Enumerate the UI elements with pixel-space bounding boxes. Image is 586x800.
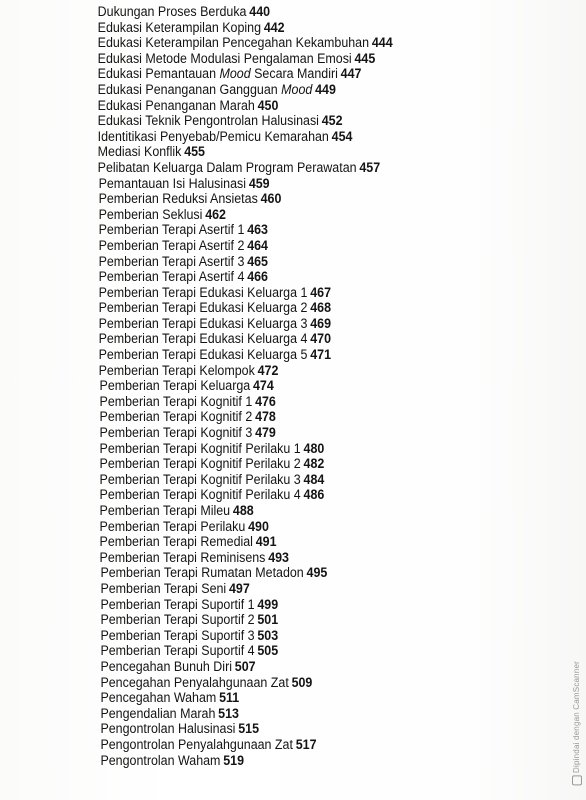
entry-title: Pemberian Terapi Kognitif 1 <box>99 393 253 409</box>
index-entry <box>0 487 521 503</box>
entry-page-number: 455 <box>184 144 205 160</box>
entry-title: Mediasi Konflik <box>97 144 182 160</box>
entry-title: Pemberian Terapi Asertif 4 <box>98 269 245 285</box>
entry-page-number: 464 <box>247 237 268 253</box>
entry-title: Edukasi Pemantauan <box>97 66 220 82</box>
entry-title: Pemberian Terapi Perilaku <box>99 518 246 534</box>
index-entry <box>0 113 521 129</box>
index-entry <box>0 721 521 737</box>
index-list <box>0 4 560 768</box>
index-entry <box>0 331 521 347</box>
entry-title: Pencegahan Bunuh Diri <box>100 658 232 674</box>
entry-title: Edukasi Keterampilan Pencegahan Kekambuhan <box>97 35 370 51</box>
entry-title: Edukasi Metode Modulasi Pengalaman Emosi <box>97 50 352 66</box>
entry-page-number: 467 <box>310 284 331 300</box>
index-entry <box>0 737 521 753</box>
entry-title: Edukasi Penanganan Gangguan <box>97 81 282 97</box>
entry-title: Pemberian Terapi Edukasi Keluarga 2 <box>98 300 308 316</box>
entry-title: Pemberian Terapi Suportif 2 <box>100 612 255 628</box>
entry-page-number: 463 <box>247 222 268 238</box>
entry-page-number: 499 <box>257 596 279 612</box>
index-entry <box>0 659 521 675</box>
index-entry <box>0 316 521 332</box>
entry-title: Pengontrolan Penyalahgunaan Zat <box>100 736 293 752</box>
entry-page-number: 509 <box>291 674 313 690</box>
entry-title: Pemberian Terapi Seni <box>100 580 227 596</box>
entry-page-number: 471 <box>310 347 331 363</box>
entry-page-number: 440 <box>249 4 271 19</box>
entry-title: Pemberian Terapi Edukasi Keluarga 3 <box>98 315 308 331</box>
index-entry <box>0 706 521 722</box>
index-entry <box>0 363 521 379</box>
entry-page-number: 462 <box>205 206 226 222</box>
index-entry <box>0 519 521 535</box>
entry-page-number: 515 <box>238 721 260 737</box>
entry-title: Pemberian Terapi Asertif 2 <box>98 237 245 253</box>
index-entry <box>0 441 521 457</box>
entry-title-italic: Mood <box>219 66 251 82</box>
index-entry <box>0 394 521 410</box>
entry-page-number: 457 <box>359 159 381 175</box>
entry-title: Edukasi Penanganan Marah <box>97 97 255 113</box>
entry-page-number: 470 <box>310 331 331 347</box>
index-entry <box>0 597 521 613</box>
index-entry <box>0 456 521 472</box>
index-entry <box>0 300 521 316</box>
entry-page-number: 513 <box>218 705 239 721</box>
entry-title: Pemberian Terapi Reminisens <box>99 549 266 565</box>
entry-page-number: 466 <box>247 269 268 285</box>
entry-title: Pemberian Terapi Kognitif Perilaku 2 <box>99 456 301 472</box>
index-entry <box>0 191 521 207</box>
entry-title: Pemberian Terapi Edukasi Keluarga 5 <box>98 347 308 363</box>
index-entry <box>0 753 521 769</box>
entry-title: Pemberian Reduksi Ansietas <box>98 191 258 207</box>
index-entry <box>0 160 521 176</box>
index-entry <box>0 20 521 36</box>
entry-title: Pengontrolan Halusinasi <box>100 721 236 737</box>
index-entry <box>0 550 521 566</box>
entry-page-number: 482 <box>303 456 325 472</box>
entry-page-number: 465 <box>247 253 268 269</box>
entry-page-number: 511 <box>219 690 240 706</box>
entry-title: Pemberian Terapi Kognitif Perilaku 1 <box>99 440 301 456</box>
entry-page-number: 484 <box>303 471 325 487</box>
entry-title: Pemberian Terapi Rumatan Metadon <box>100 565 304 581</box>
index-entry <box>0 378 521 394</box>
entry-title: Pemberian Terapi Asertif 3 <box>98 253 245 269</box>
entry-page-number: 503 <box>257 627 279 643</box>
index-entry <box>0 503 521 519</box>
index-entry <box>0 222 521 238</box>
index-entry <box>0 176 521 192</box>
entry-title: Pencegahan Waham <box>100 690 217 706</box>
entry-title: Pemberian Terapi Kelompok <box>98 362 255 378</box>
entry-title: Pemberian Terapi Suportif 1 <box>100 596 255 612</box>
entry-title: Pengendalian Marah <box>100 705 216 721</box>
entry-title: Pelibatan Keluarga Dalam Program Perawatan <box>97 159 357 175</box>
index-entry <box>0 254 521 270</box>
entry-title: Secara Mandiri <box>250 66 338 82</box>
index-entry <box>0 675 521 691</box>
entry-title: Pemberian Terapi Kognitif 2 <box>99 409 253 425</box>
entry-title: Edukasi Keterampilan Koping <box>97 19 262 35</box>
entry-page-number: 472 <box>257 362 279 378</box>
entry-title: Pemberian Terapi Kognitif Perilaku 4 <box>99 487 301 503</box>
scanner-watermark <box>572 661 582 788</box>
entry-page-number: 505 <box>257 643 279 659</box>
entry-page-number: 480 <box>303 440 325 456</box>
entry-title: Dukungan Proses Berduka <box>97 4 247 19</box>
index-entry <box>0 472 521 488</box>
entry-page-number: 444 <box>371 35 393 51</box>
index-entry <box>0 690 521 706</box>
watermark-text: Dipindai dengan CamScanner <box>572 660 581 773</box>
entry-page-number: 495 <box>306 565 328 581</box>
index-entry <box>0 643 521 659</box>
index-entry <box>0 285 521 301</box>
entry-page-number: 519 <box>223 752 245 768</box>
entry-page-number: 517 <box>295 736 317 752</box>
entry-title: Pemberian Terapi Asertif 1 <box>98 222 245 238</box>
entry-title-italic: Mood <box>281 81 313 97</box>
camscanner-logo-icon <box>572 775 582 785</box>
entry-title: Pemberian Terapi Mileu <box>99 503 231 518</box>
index-entry <box>0 82 521 98</box>
entry-page-number: 479 <box>255 425 276 441</box>
entry-title: Pemberian Terapi Suportif 3 <box>100 627 255 643</box>
entry-title: Pemberian Terapi Keluarga <box>99 378 251 394</box>
entry-page-number: 450 <box>257 97 279 113</box>
entry-title: Identitikasi Penyebab/Pemicu Kemarahan <box>97 128 329 144</box>
index-entry <box>0 534 521 550</box>
entry-title: Pemberian Terapi Edukasi Keluarga 1 <box>98 284 308 300</box>
index-entry <box>0 269 521 285</box>
entry-page-number: 442 <box>263 19 285 35</box>
entry-page-number: 469 <box>310 315 331 331</box>
entry-page-number: 445 <box>354 50 376 66</box>
index-entry <box>0 51 521 67</box>
index-entry <box>0 4 521 20</box>
index-entry <box>0 238 521 254</box>
entry-page-number: 507 <box>234 658 256 674</box>
entry-page-number: 493 <box>268 549 289 565</box>
index-entry <box>0 612 521 628</box>
index-entry <box>0 565 521 581</box>
index-entry <box>0 35 521 51</box>
entry-title: Pemberian Terapi Kognitif 3 <box>99 425 253 441</box>
index-entry <box>0 129 521 145</box>
index-entry <box>0 581 521 597</box>
entry-title: Pencegahan Penyalahgunaan Zat <box>100 674 289 690</box>
index-entry <box>0 66 521 82</box>
entry-page-number: 486 <box>303 487 325 503</box>
entry-title: Pemberian Terapi Remedial <box>99 534 253 550</box>
entry-page-number: 478 <box>255 409 276 425</box>
index-entry <box>0 347 521 363</box>
index-entry <box>0 207 521 223</box>
entry-page-number: 491 <box>255 534 277 550</box>
entry-page-number: 452 <box>321 113 343 129</box>
entry-page-number: 454 <box>331 128 353 144</box>
entry-page-number: 490 <box>248 518 269 534</box>
entry-title: Pemberian Terapi Edukasi Keluarga 4 <box>98 331 308 347</box>
entry-page-number: 474 <box>252 378 274 394</box>
index-entry <box>0 144 521 160</box>
entry-page-number: 488 <box>232 503 254 518</box>
entry-page-number: 476 <box>255 393 276 409</box>
entry-page-number: 497 <box>228 580 250 596</box>
entry-page-number: 460 <box>260 191 282 207</box>
index-entry <box>0 628 521 644</box>
entry-page-number: 449 <box>315 81 336 97</box>
entry-title: Pemberian Terapi Suportif 4 <box>100 643 255 659</box>
entry-page-number: 468 <box>310 300 331 316</box>
entry-title: Pemantauan Isi Halusinasi <box>98 175 247 191</box>
entry-page-number: 459 <box>248 175 270 191</box>
entry-title: Pengontrolan Waham <box>100 752 221 768</box>
entry-page-number: 447 <box>340 66 362 82</box>
entry-title: Edukasi Teknik Pengontrolan Halusinasi <box>97 113 319 129</box>
entry-title: Pemberian Terapi Kognitif Perilaku 3 <box>99 471 301 487</box>
entry-page-number: 501 <box>257 612 279 628</box>
index-entry <box>0 409 521 425</box>
index-entry <box>0 98 521 114</box>
index-entry <box>0 425 521 441</box>
entry-title: Pemberian Seklusi <box>98 206 203 222</box>
